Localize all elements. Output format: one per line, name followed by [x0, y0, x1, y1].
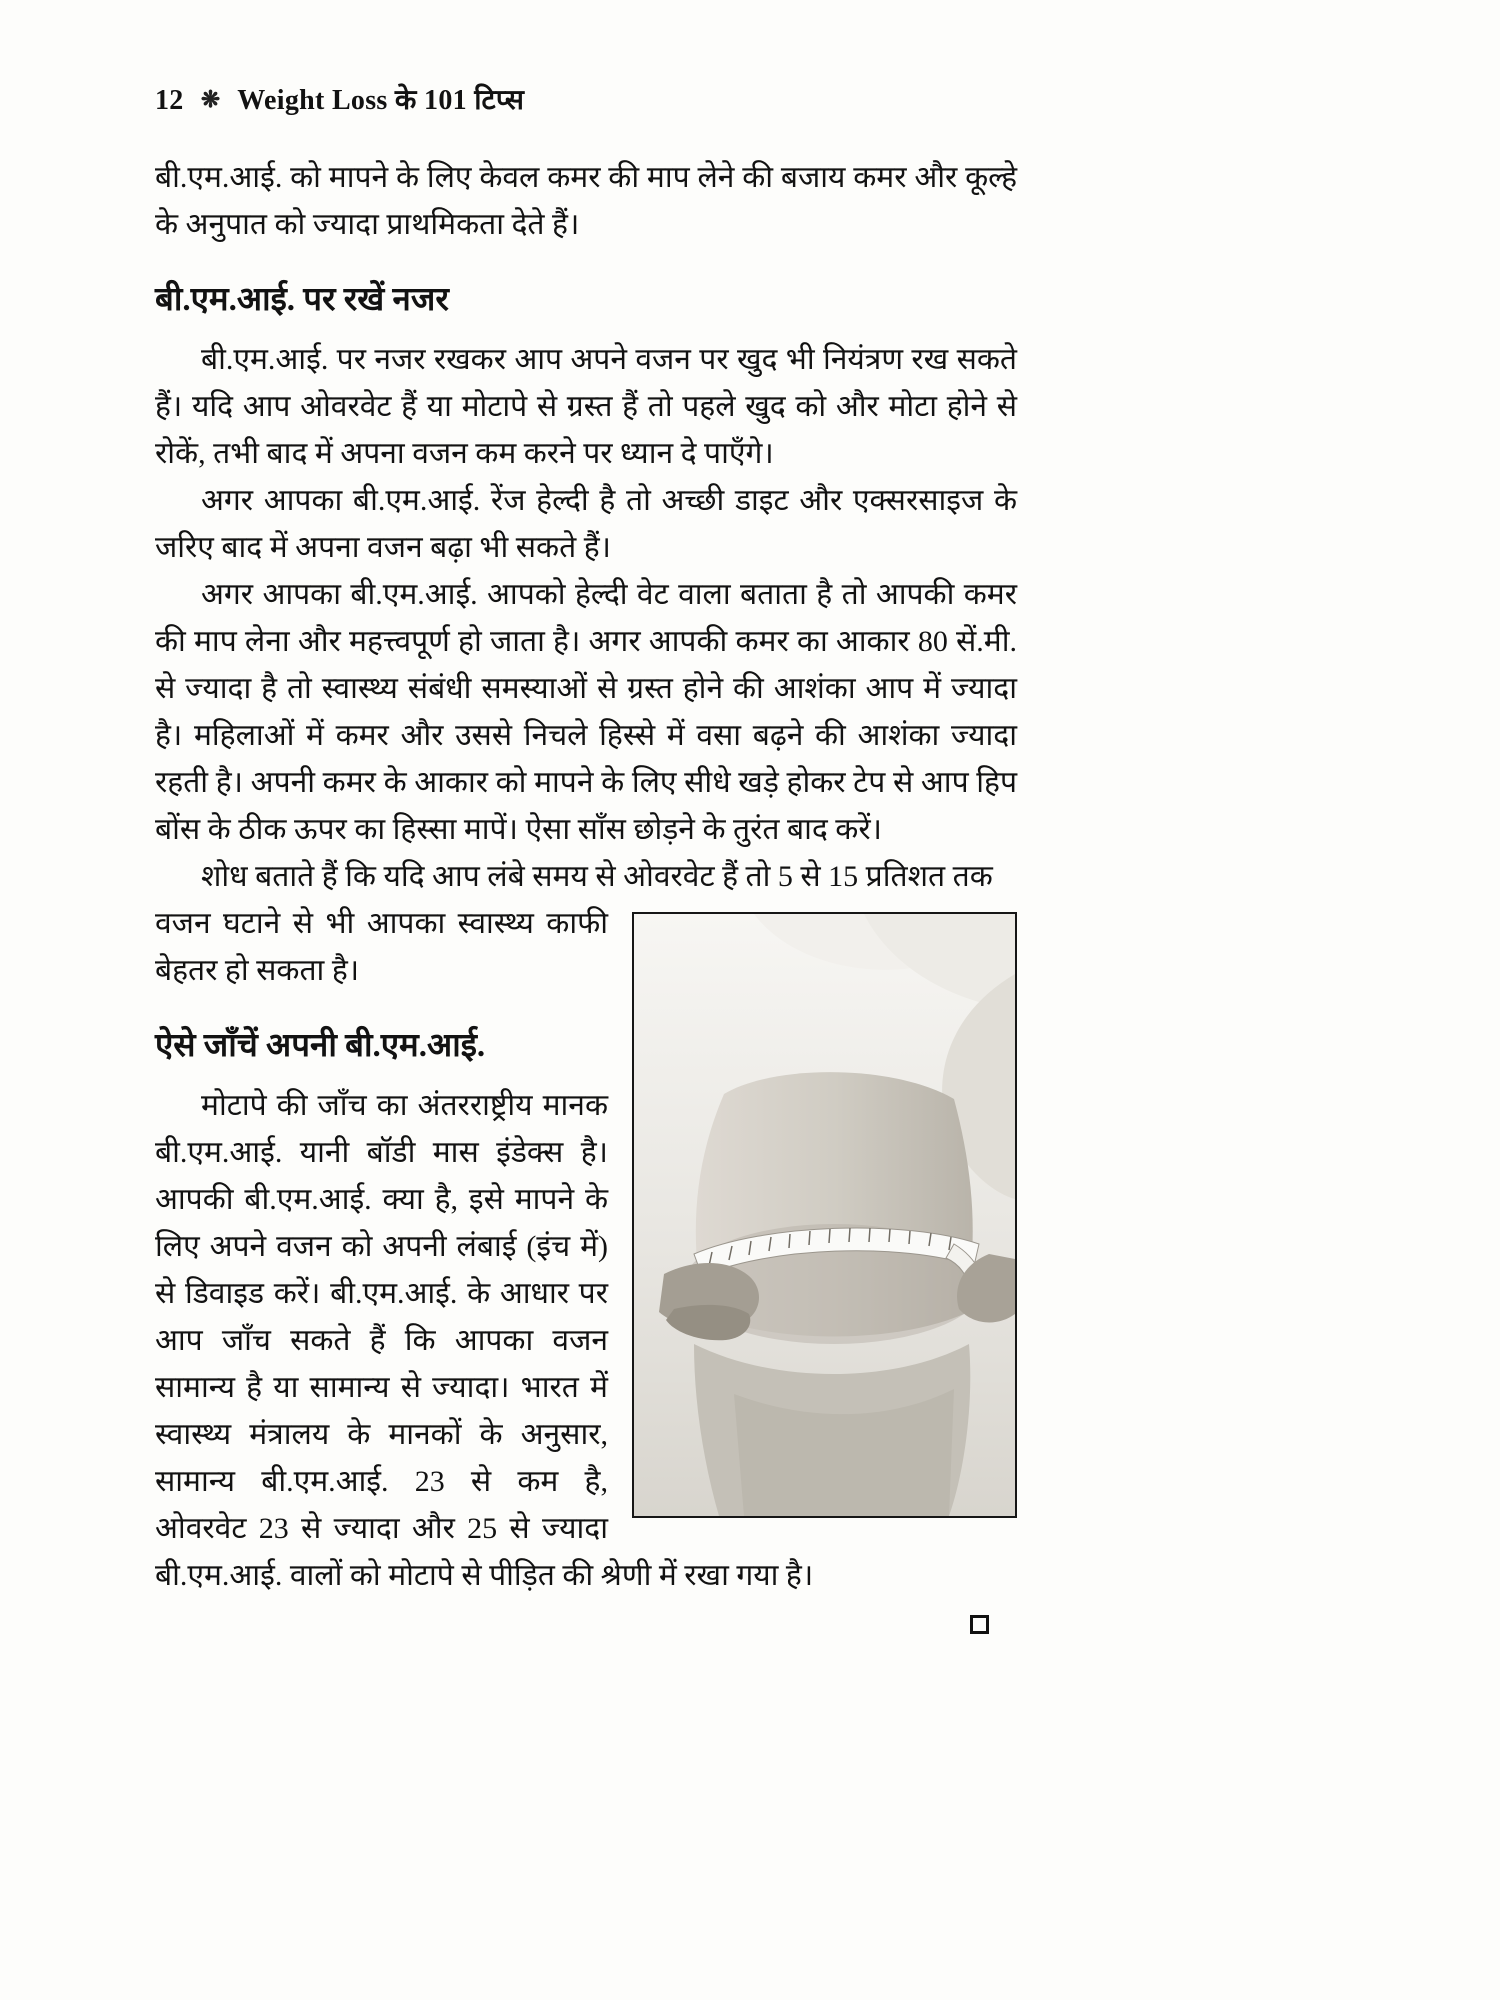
page-number: 12	[155, 85, 184, 116]
page-header	[155, 80, 1017, 118]
paragraph-bmi-check: मोटापे की जाँच का अंतरराष्ट्रीय मानक बी.एम.आई. यानी बॉडी मास इंडेक्स है। आपकी बी.एम.आई. क्या है, इसे मापने के लिए अपने वजन को अपनी लंबाई (इंच में) से डिवाइड करें। बी.एम.आई. के आधार पर आप जाँच सकते हैं कि आपका वजन सामान्य है या सामान्य से ज्यादा। भारत में स्वास्थ्य मंत्रालय के मानकों के अनुसार, सामान्य बी.एम.आई. 23 से कम है, ओवरवेट 23 से ज्यादा और 25 से ज्यादा बी.एम.आई. वालों को मोटापे से पीड़ित की श्रेणी में रखा गया है।	[155, 1089, 814, 1592]
flower-separator-icon: ❋	[200, 87, 221, 112]
book-title: Weight Loss के 101 टिप्स	[237, 85, 525, 116]
waist-measurement-illustration	[634, 914, 1015, 1516]
paragraph-waist-measure: अगर आपका बी.एम.आई. आपको हेल्दी वेट वाला बताता है तो आपकी कमर की माप लेना और महत्त्वपूर्ण हो जाता है। अगर आपकी कमर का आकार 80 सें.मी. से ज्यादा है तो स्वास्थ्य संबंधी समस्याओं से ग्रस्त होने की आशंका आप में ज्यादा है। महिलाओं में कमर और उससे निचले हिस्से में वसा बढ़ने की आशंका ज्यादा रहती है। अपनी कमर के आकार को मापने के लिए सीधे खड़े होकर टेप से आप हिप बोंस के ठीक ऊपर का हिस्सा मापें। ऐसा साँस छोड़ने के तुरंत बाद करें।	[155, 578, 1017, 846]
waist-measurement-photo	[632, 912, 1017, 1518]
paragraph-bmi-watch: बी.एम.आई. पर नजर रखकर आप अपने वजन पर खुद भी नियंत्रण रख सकते हैं। यदि आप ओवरवेट हैं या मोटापे से ग्रस्त हैं तो पहले खुद को और मोटा होने से रोकें, तभी बाद में अपना वजन कम करने पर ध्यान दे पाएँगे।	[155, 343, 1017, 470]
intro-paragraph: बी.एम.आई. को मापने के लिए केवल कमर की माप लेने की बजाय कमर और कूल्हे के अनुपात को ज्यादा प्राथमिकता देते हैं।	[155, 161, 1017, 241]
paragraph-research-line: शोध बताते हैं कि यदि आप लंबे समय से ओवरवेट हैं तो 5 से 15 प्रतिशत तक	[201, 860, 993, 893]
end-of-section-row	[155, 1599, 1017, 1639]
section2-heading: ऐसे जाँचें अपनी बी.एम.आई.	[155, 1028, 486, 1064]
section1-heading: बी.एम.आई. पर रखें नजर	[155, 282, 449, 318]
paragraph-research-continued: वजन घटाने से भी आपका स्वास्थ्य काफी बेहतर हो सकता है।	[155, 907, 608, 987]
end-of-section-marker-icon	[970, 1615, 989, 1634]
page-content	[155, 80, 1017, 1639]
paragraph-bmi-healthy-range: अगर आपका बी.एम.आई. रेंज हेल्दी है तो अच्छी डाइट और एक्सरसाइज के जरिए बाद में अपना वजन बढ़ा भी सकते हैं।	[155, 484, 1017, 564]
